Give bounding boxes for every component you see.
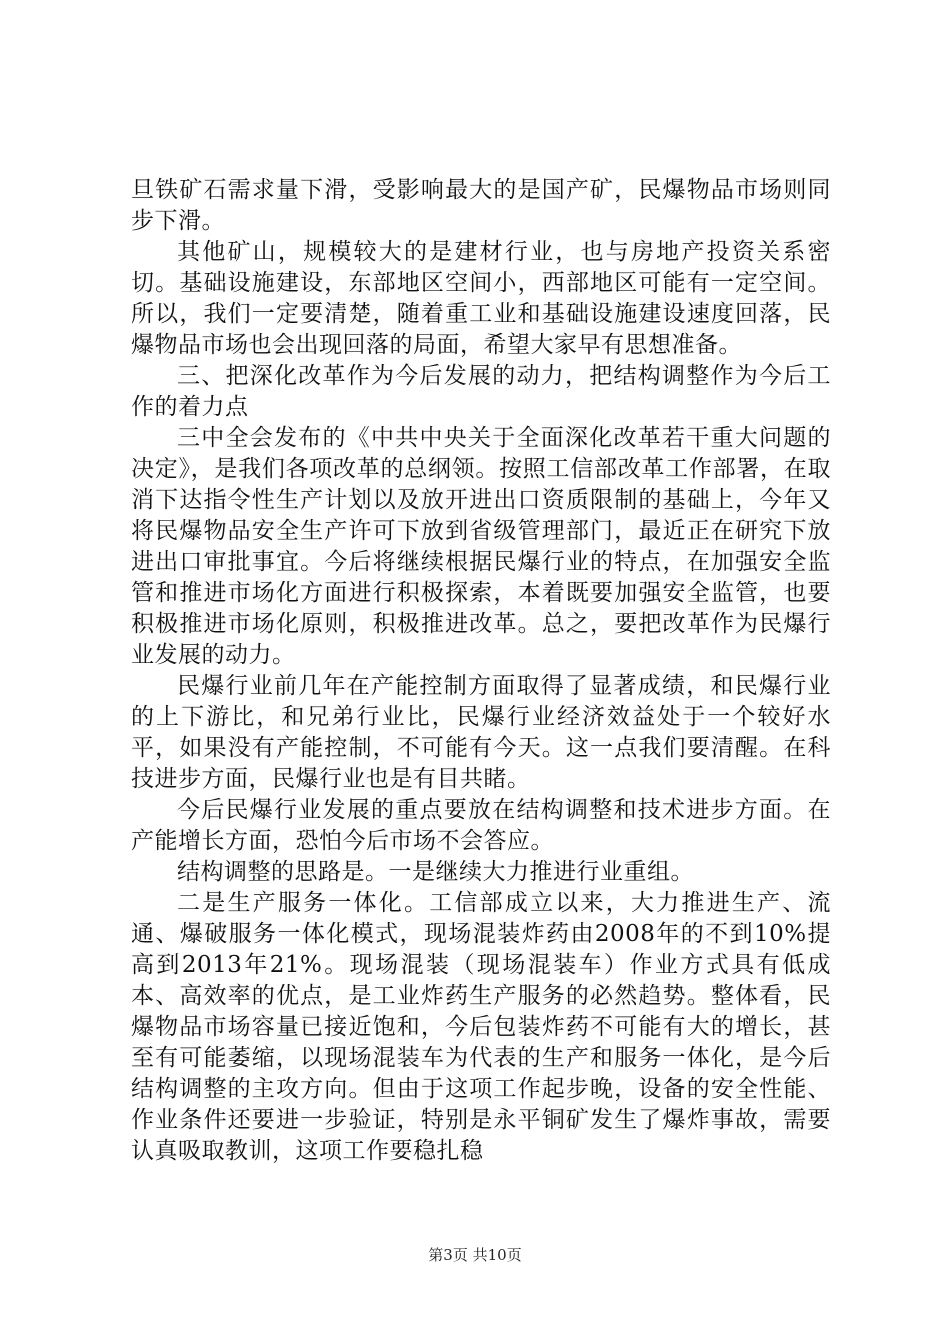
- paragraph-4: 三中全会发布的《中共中央关于全面深化改革若干重大问题的决定》，是我们各项改革的总纲领。按照工信部改革工作部署，在取消下达指令性生产计划以及放开进出口资质限制的基础上，今年又将民爆物品安全生产许可下放到省级管理部门，最近正在研究下放进出口审批事宜。今后将继续根据民爆行业的特点，在加强安全监管和推进市场化方面进行积极探索，本着既要加强安全监管，也要积极推进市场化原则，积极推进改革。总之，要把改革作为民爆行业发展的动力。: [131, 425, 831, 668]
- page-footer: [0, 1245, 950, 1265]
- section-heading-3: 三、把深化改革作为今后发展的动力，把结构调整作为今后工作的着力点: [131, 363, 831, 420]
- paragraph-7: 结构调整的思路是。一是继续大力推进行业重组。: [177, 859, 694, 885]
- paragraph-6: 今后民爆行业发展的重点要放在结构调整和技术进步方面。在产能增长方面，恐怕今后市场不会答应。: [131, 797, 831, 854]
- paragraph-1: 旦铁矿石需求量下滑，受影响最大的是国产矿，民爆物品市场则同步下滑。: [131, 177, 831, 234]
- paragraph-8: 二是生产服务一体化。工信部成立以来，大力推进生产、流通、爆破服务一体化模式，现场混装炸药由2008年的不到10%提高到2013年21%。现场混装（现场混装车）作业方式具有低成本、高效率的优点，是工业炸药生产服务的必然趋势。整体看，民爆物品市场容量已接近饱和，今后包装炸药不可能有大的增长，甚至有可能萎缩，以现场混装车为代表的生产和服务一体化，是今后结构调整的主攻方向。但由于这项工作起步晚，设备的安全性能、作业条件还要进一步验证，特别是永平铜矿发生了爆炸事故，需要认真吸取教训，这项工作要稳扎稳: [131, 890, 831, 1164]
- paragraph-2: 其他矿山，规模较大的是建材行业，也与房地产投资关系密切。基础设施建设，东部地区空间小，西部地区可能有一定空间。所以，我们一定要清楚，随着重工业和基础设施建设速度回落，民爆物品市场也会出现回落的局面，希望大家早有思想准备。: [131, 239, 831, 358]
- page-number-label: 第3页 共10页: [428, 1246, 522, 1264]
- paragraph-5: 民爆行业前几年在产能控制方面取得了显著成绩，和民爆行业的上下游比，和兄弟行业比，民爆行业经济效益处于一个较好水平，如果没有产能控制，不可能有今天。这一点我们要清醒。在科技进步方面，民爆行业也是有目共睹。: [131, 673, 831, 792]
- document-body: [131, 175, 831, 1167]
